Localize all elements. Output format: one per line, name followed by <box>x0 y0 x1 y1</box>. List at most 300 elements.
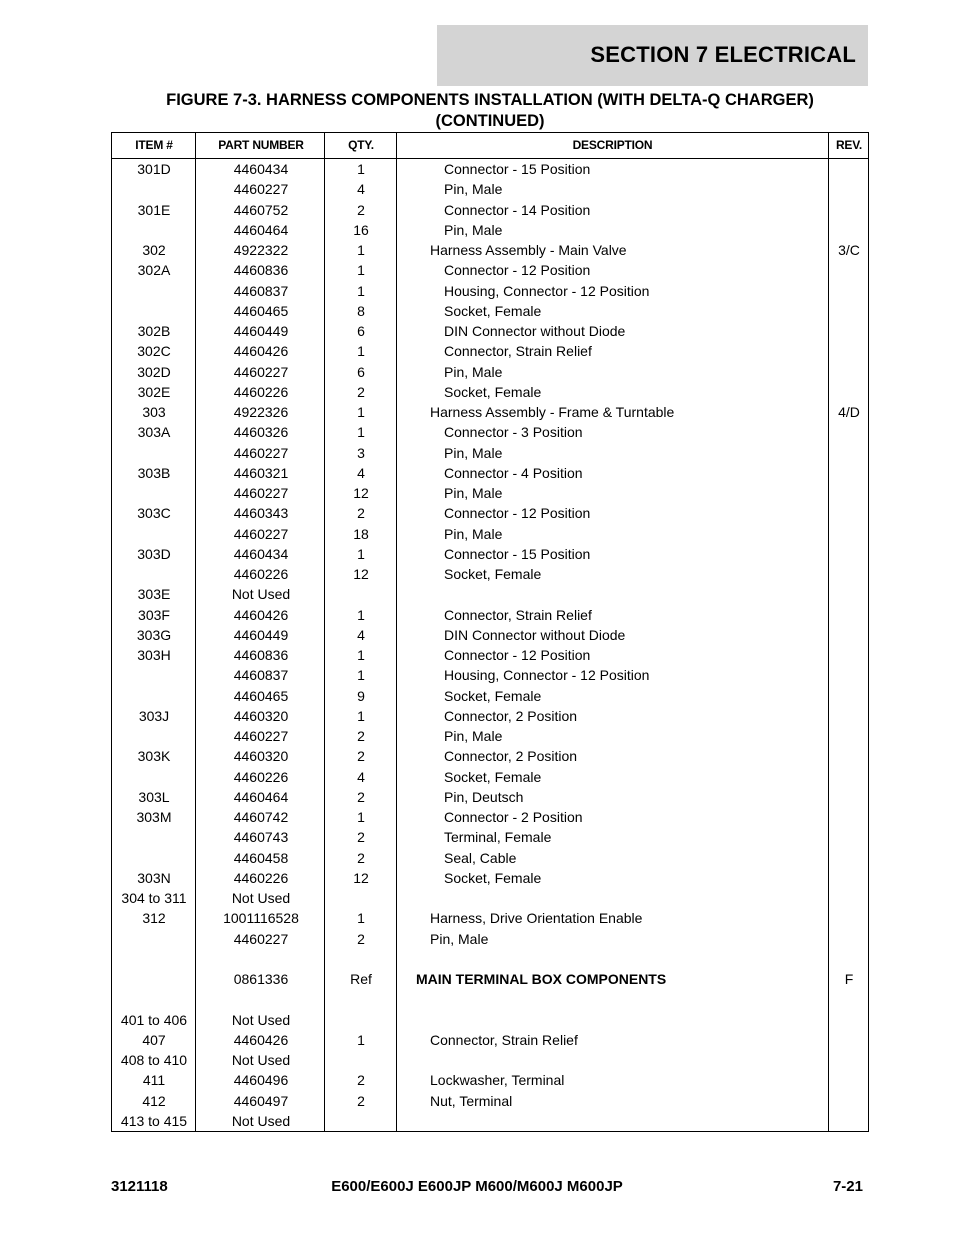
description-cell: Pin, Male <box>444 363 503 380</box>
qty-cell <box>326 888 396 908</box>
table-row <box>112 463 868 483</box>
qty-cell: 2 <box>357 829 365 846</box>
qty-cell: 4 <box>357 464 365 481</box>
table-row <box>112 746 868 766</box>
part-number-cell: 4460434 <box>233 545 289 562</box>
item-cell: 302 <box>142 242 166 258</box>
table-row <box>112 848 868 868</box>
table-row <box>112 483 868 503</box>
part-number-cell: 1001116528 <box>223 910 299 927</box>
item-cell <box>112 220 196 240</box>
qty-cell: 2 <box>357 1072 365 1089</box>
part-number-cell: 4460343 <box>233 505 289 522</box>
rev-cell <box>829 200 869 220</box>
figure-title-line-1: FIGURE 7-3. HARNESS COMPONENTS INSTALLATION (WITH DELTA-Q CHARGER) <box>166 91 814 109</box>
item-cell: 303B <box>137 464 171 481</box>
item-cell <box>112 443 196 463</box>
item-cell: 303J <box>138 707 170 724</box>
part-number-cell: 4460752 <box>233 201 289 218</box>
description-cell: Lockwasher, Terminal <box>430 1072 565 1089</box>
description-cell: Housing, Connector - 12 Position <box>444 667 650 684</box>
table-row <box>112 868 868 888</box>
qty-cell: 1 <box>357 404 365 420</box>
rev-cell <box>829 1010 869 1030</box>
table-header <box>112 133 868 159</box>
part-number-cell: 4460227 <box>233 444 289 461</box>
item-cell: 411 <box>142 1072 166 1089</box>
rev-cell <box>829 524 869 544</box>
part-number-cell: 4922326 <box>233 404 289 420</box>
description-cell: Connector - 12 Position <box>444 262 591 279</box>
table-row <box>112 1091 868 1111</box>
description-cell: Connector - 2 Position <box>444 809 583 825</box>
rev-cell <box>829 1050 869 1070</box>
table-row <box>112 625 868 645</box>
item-cell: 302E <box>137 383 171 400</box>
rev-cell <box>829 949 869 969</box>
rev-cell <box>829 686 869 706</box>
part-number-cell: 4460465 <box>233 687 289 704</box>
description-cell <box>397 888 874 908</box>
description-cell: Connector - 12 Position <box>444 647 591 663</box>
description-cell: Pin, Male <box>444 728 503 744</box>
description-cell: Harness, Drive Orientation Enable <box>430 910 643 927</box>
part-number-cell: 4460465 <box>233 302 289 319</box>
document-number: 3121118 <box>111 1178 168 1195</box>
qty-cell: 1 <box>357 707 365 724</box>
description-cell: Connector - 3 Position <box>444 424 583 441</box>
description-cell: DIN Connector without Diode <box>444 323 626 339</box>
part-number-cell: Not Used <box>231 890 291 906</box>
part-number-cell: 4460320 <box>233 748 289 765</box>
item-cell <box>112 726 196 746</box>
item-cell: 302D <box>137 363 171 380</box>
description-cell <box>397 1111 860 1131</box>
qty-cell <box>326 1050 396 1070</box>
part-number-cell: 4460227 <box>233 181 289 198</box>
description-cell: Connector - 15 Position <box>444 545 591 562</box>
description-cell: Connector - 14 Position <box>444 201 591 218</box>
qty-cell: 18 <box>353 525 369 542</box>
parts-table <box>111 132 869 1132</box>
part-number-cell: 4922322 <box>233 242 289 258</box>
item-cell: 302A <box>137 262 171 279</box>
table-row <box>112 200 868 220</box>
qty-cell: 1 <box>357 647 365 663</box>
description-cell: Pin, Male <box>444 485 503 501</box>
item-cell <box>112 827 196 847</box>
table-row <box>112 220 868 240</box>
rev-cell <box>829 605 869 625</box>
table-row <box>112 422 868 442</box>
rev-cell <box>829 1091 869 1111</box>
table-row <box>112 544 868 564</box>
part-number-cell <box>197 949 325 969</box>
description-cell: Pin, Male <box>444 444 503 461</box>
part-number-cell: 4460320 <box>233 707 289 724</box>
part-number-cell: 4460837 <box>233 667 289 684</box>
table-row <box>112 281 868 301</box>
rev-cell <box>829 503 869 523</box>
table-row <box>112 159 868 179</box>
item-cell: 303K <box>137 748 171 765</box>
rev-cell <box>829 362 869 382</box>
description-cell: Socket, Female <box>444 383 542 400</box>
item-cell: 303M <box>136 809 172 825</box>
qty-cell: 2 <box>357 930 365 947</box>
qty-cell <box>326 584 396 604</box>
column-header-description: DESCRIPTION <box>572 138 653 152</box>
item-cell: 301E <box>137 201 171 218</box>
qty-cell: 1 <box>357 282 365 299</box>
part-number-cell: 4460449 <box>233 323 289 339</box>
rev-cell <box>829 260 869 280</box>
rev-cell <box>829 483 869 503</box>
description-cell <box>397 949 860 969</box>
qty-cell: 1 <box>357 545 365 562</box>
qty-cell: 4 <box>357 626 365 643</box>
qty-cell: 2 <box>357 1092 365 1109</box>
qty-cell: 1 <box>357 809 365 825</box>
table-row <box>112 1050 868 1070</box>
part-number-cell: 4460496 <box>233 1072 289 1089</box>
item-cell <box>112 949 196 969</box>
item-cell <box>112 929 196 949</box>
item-cell <box>112 281 196 301</box>
table-row <box>112 382 868 402</box>
description-cell: Nut, Terminal <box>430 1092 513 1109</box>
table-row <box>112 969 868 989</box>
table-row <box>112 989 868 1009</box>
item-cell: 413 to 415 <box>120 1112 188 1129</box>
part-number-cell: 4460226 <box>233 768 289 785</box>
qty-cell: 3 <box>357 444 365 461</box>
rev-cell <box>829 807 869 827</box>
table-row <box>112 787 868 807</box>
table-row <box>112 1070 868 1090</box>
rev-cell <box>829 1030 869 1050</box>
description-cell: Connector, Strain Relief <box>444 606 592 623</box>
rev-cell <box>829 463 869 483</box>
rev-cell <box>829 422 869 442</box>
column-header-part-number: PART NUMBER <box>218 138 304 152</box>
part-number-cell: Not Used <box>231 1112 291 1129</box>
table-row <box>112 645 868 665</box>
table-row <box>112 179 868 199</box>
part-number-cell: 4460227 <box>233 525 289 542</box>
qty-cell <box>326 949 396 969</box>
item-cell: 303D <box>137 545 171 562</box>
rev-cell <box>829 341 869 361</box>
table-row <box>112 827 868 847</box>
table-row <box>112 240 868 260</box>
qty-cell: 12 <box>353 485 369 501</box>
part-number-cell: 4460226 <box>233 383 289 400</box>
rev-cell <box>829 929 869 949</box>
rev-cell <box>829 443 869 463</box>
item-cell: 302B <box>137 323 171 339</box>
item-cell: 312 <box>142 910 166 927</box>
table-row <box>112 1030 868 1050</box>
description-cell: Connector, Strain Relief <box>430 1031 578 1048</box>
part-number-cell: Not Used <box>231 1052 291 1068</box>
part-number-cell <box>197 989 325 1009</box>
table-row <box>112 402 868 422</box>
table-row <box>112 807 868 827</box>
qty-cell: 2 <box>357 505 365 522</box>
part-number-cell: 4460434 <box>233 161 289 177</box>
rev-cell <box>829 1070 869 1090</box>
part-number-cell: 4460426 <box>233 343 289 360</box>
description-cell: Pin, Male <box>444 181 503 198</box>
rev-cell <box>829 220 869 240</box>
table-row <box>112 524 868 544</box>
description-cell: Pin, Male <box>430 930 489 947</box>
table-row <box>112 260 868 280</box>
qty-cell: 4 <box>357 768 365 785</box>
item-cell <box>112 524 196 544</box>
description-cell: Terminal, Female <box>444 829 552 846</box>
part-number-cell: 4460321 <box>233 464 289 481</box>
item-cell <box>112 767 196 787</box>
rev-cell: 3/C <box>838 242 860 258</box>
page-number: 7-21 <box>832 1178 863 1195</box>
part-number-cell: 4460426 <box>233 1031 289 1048</box>
qty-cell: 4 <box>357 181 365 198</box>
description-cell: Connector, 2 Position <box>444 748 578 765</box>
part-number-cell: Not Used <box>231 586 291 603</box>
table-row <box>112 564 868 584</box>
description-cell: Housing, Connector - 12 Position <box>444 282 650 299</box>
table-row <box>112 726 868 746</box>
part-number-cell: 4460227 <box>233 485 289 501</box>
rev-cell <box>829 625 869 645</box>
qty-cell: 1 <box>357 667 365 684</box>
part-number-cell: 4460458 <box>233 849 289 866</box>
part-number-cell: 4460326 <box>233 424 289 441</box>
rev-cell <box>829 645 869 665</box>
table-row <box>112 767 868 787</box>
rev-cell <box>829 767 869 787</box>
rev-cell <box>829 989 869 1009</box>
section-title: SECTION 7 ELECTRICAL <box>590 42 856 67</box>
item-cell <box>112 483 196 503</box>
description-cell: MAIN TERMINAL BOX COMPONENTS <box>416 971 667 987</box>
qty-cell: 1 <box>357 606 365 623</box>
description-cell: Socket, Female <box>444 302 542 319</box>
item-cell: 407 <box>142 1031 166 1048</box>
qty-cell <box>326 1111 396 1131</box>
rev-cell <box>829 179 869 199</box>
item-cell: 303F <box>138 606 170 623</box>
qty-cell: 9 <box>357 687 365 704</box>
table-row <box>112 321 868 341</box>
table-row <box>112 341 868 361</box>
table-row <box>112 908 868 928</box>
qty-cell: Ref <box>350 971 372 987</box>
rev-cell <box>829 787 869 807</box>
qty-cell <box>326 1010 396 1030</box>
qty-cell: 12 <box>353 566 369 582</box>
item-cell <box>112 179 196 199</box>
table-row <box>112 1111 868 1131</box>
part-number-cell: 4460227 <box>233 363 289 380</box>
description-cell: Harness Assembly - Frame & Turntable <box>430 404 675 420</box>
item-cell: 303C <box>137 505 171 522</box>
qty-cell: 12 <box>353 869 369 886</box>
figure-title-line-2: (CONTINUED) <box>435 112 545 130</box>
part-number-cell: 0861336 <box>233 971 289 987</box>
description-cell <box>397 989 860 1009</box>
part-number-cell: 4460464 <box>233 221 289 238</box>
part-number-cell: 4460227 <box>233 728 289 744</box>
rev-cell <box>829 321 869 341</box>
part-number-cell: 4460449 <box>233 626 289 643</box>
table-row <box>112 1010 868 1030</box>
rev-cell: 4/D <box>838 404 860 420</box>
qty-cell: 16 <box>353 221 369 238</box>
rev-cell <box>829 301 869 321</box>
item-cell: 304 to 311 <box>121 890 187 906</box>
qty-cell: 2 <box>357 788 365 805</box>
column-header-rev: REV. <box>835 138 863 152</box>
item-cell <box>112 686 196 706</box>
qty-cell: 1 <box>357 424 365 441</box>
part-number-cell: 4460836 <box>233 647 289 663</box>
part-number-cell: 4460426 <box>233 606 289 623</box>
description-cell: Harness Assembly - Main Valve <box>430 242 627 258</box>
table-row <box>112 665 868 685</box>
rev-cell <box>829 868 869 888</box>
description-cell: Socket, Female <box>444 869 542 886</box>
description-cell <box>397 1010 860 1030</box>
description-cell <box>397 584 874 604</box>
rev-cell <box>829 746 869 766</box>
qty-cell: 1 <box>357 910 365 927</box>
item-cell <box>112 989 196 1009</box>
part-number-cell: 4460227 <box>233 930 289 947</box>
description-cell: Pin, Male <box>444 525 503 542</box>
table-row <box>112 584 868 604</box>
rev-cell <box>829 281 869 301</box>
description-cell: Connector, 2 Position <box>444 707 578 724</box>
qty-cell: 1 <box>357 161 365 177</box>
table-row <box>112 301 868 321</box>
description-cell: Socket, Female <box>444 566 542 582</box>
rev-cell <box>829 564 869 584</box>
description-cell: Seal, Cable <box>444 849 517 866</box>
rev-cell: F <box>844 971 854 987</box>
rev-cell <box>829 382 869 402</box>
item-cell: 303E <box>137 586 171 603</box>
rev-cell <box>829 584 869 604</box>
qty-cell: 8 <box>357 302 365 319</box>
rev-cell <box>829 827 869 847</box>
qty-cell <box>326 989 396 1009</box>
part-number-cell: 4460743 <box>233 829 289 846</box>
rev-cell <box>829 665 869 685</box>
column-header-qty: QTY. <box>348 138 374 152</box>
item-cell <box>112 301 196 321</box>
qty-cell: 6 <box>357 323 365 339</box>
table-row <box>112 888 868 908</box>
item-cell: 303H <box>137 647 171 663</box>
item-cell: 412 <box>142 1092 166 1109</box>
part-number-cell: 4460497 <box>233 1092 289 1109</box>
item-cell: 401 to 406 <box>120 1011 188 1028</box>
rev-cell <box>829 544 869 564</box>
qty-cell: 2 <box>357 849 365 866</box>
description-cell: Connector - 12 Position <box>444 505 591 522</box>
model-list: E600/E600J E600JP M600/M600J M600JP <box>331 1178 623 1195</box>
table-row <box>112 929 868 949</box>
item-cell: 408 to 410 <box>120 1052 188 1068</box>
item-cell <box>112 969 196 989</box>
description-cell: Pin, Male <box>444 221 503 238</box>
qty-cell: 1 <box>357 242 365 258</box>
table-row <box>112 605 868 625</box>
part-number-cell: 4460464 <box>233 788 289 805</box>
description-cell: Connector - 4 Position <box>444 464 583 481</box>
item-cell: 303 <box>142 404 166 420</box>
description-cell: Socket, Female <box>444 768 542 785</box>
rev-cell <box>829 888 869 908</box>
rev-cell <box>829 706 869 726</box>
rev-cell <box>829 726 869 746</box>
item-cell <box>112 665 196 685</box>
description-cell: Connector, Strain Relief <box>444 343 592 360</box>
item-cell <box>112 848 196 868</box>
part-number-cell: 4460226 <box>233 566 289 582</box>
qty-cell: 1 <box>357 1031 365 1048</box>
part-number-cell: 4460226 <box>233 869 289 886</box>
rev-cell <box>829 848 869 868</box>
table-row <box>112 443 868 463</box>
item-cell: 303N <box>137 869 171 886</box>
part-number-cell: 4460742 <box>233 809 289 825</box>
qty-cell: 2 <box>357 383 365 400</box>
qty-cell: 1 <box>357 262 365 279</box>
item-cell <box>112 564 196 584</box>
table-row <box>112 686 868 706</box>
table-row <box>112 949 868 969</box>
description-cell <box>397 1050 860 1070</box>
item-cell: 302C <box>137 343 171 360</box>
qty-cell: 1 <box>357 343 365 360</box>
description-cell: DIN Connector without Diode <box>444 626 626 643</box>
table-row <box>112 706 868 726</box>
part-number-cell: Not Used <box>231 1011 291 1028</box>
description-cell: Connector - 15 Position <box>444 161 591 177</box>
qty-cell: 6 <box>357 363 365 380</box>
qty-cell: 2 <box>357 728 365 744</box>
part-number-cell: 4460837 <box>233 282 289 299</box>
description-cell: Socket, Female <box>444 687 542 704</box>
item-cell: 303G <box>136 626 172 643</box>
item-cell: 301D <box>137 161 171 177</box>
part-number-cell: 4460836 <box>233 262 289 279</box>
qty-cell: 2 <box>357 748 365 765</box>
rev-cell <box>829 1111 869 1131</box>
qty-cell: 2 <box>357 201 365 218</box>
figure-title <box>110 90 870 132</box>
section-header-band <box>437 25 868 86</box>
rev-cell <box>829 159 869 179</box>
description-cell: Pin, Deutsch <box>444 788 524 805</box>
column-header-item: ITEM # <box>135 138 173 152</box>
rev-cell <box>829 908 869 928</box>
table-row <box>112 503 868 523</box>
